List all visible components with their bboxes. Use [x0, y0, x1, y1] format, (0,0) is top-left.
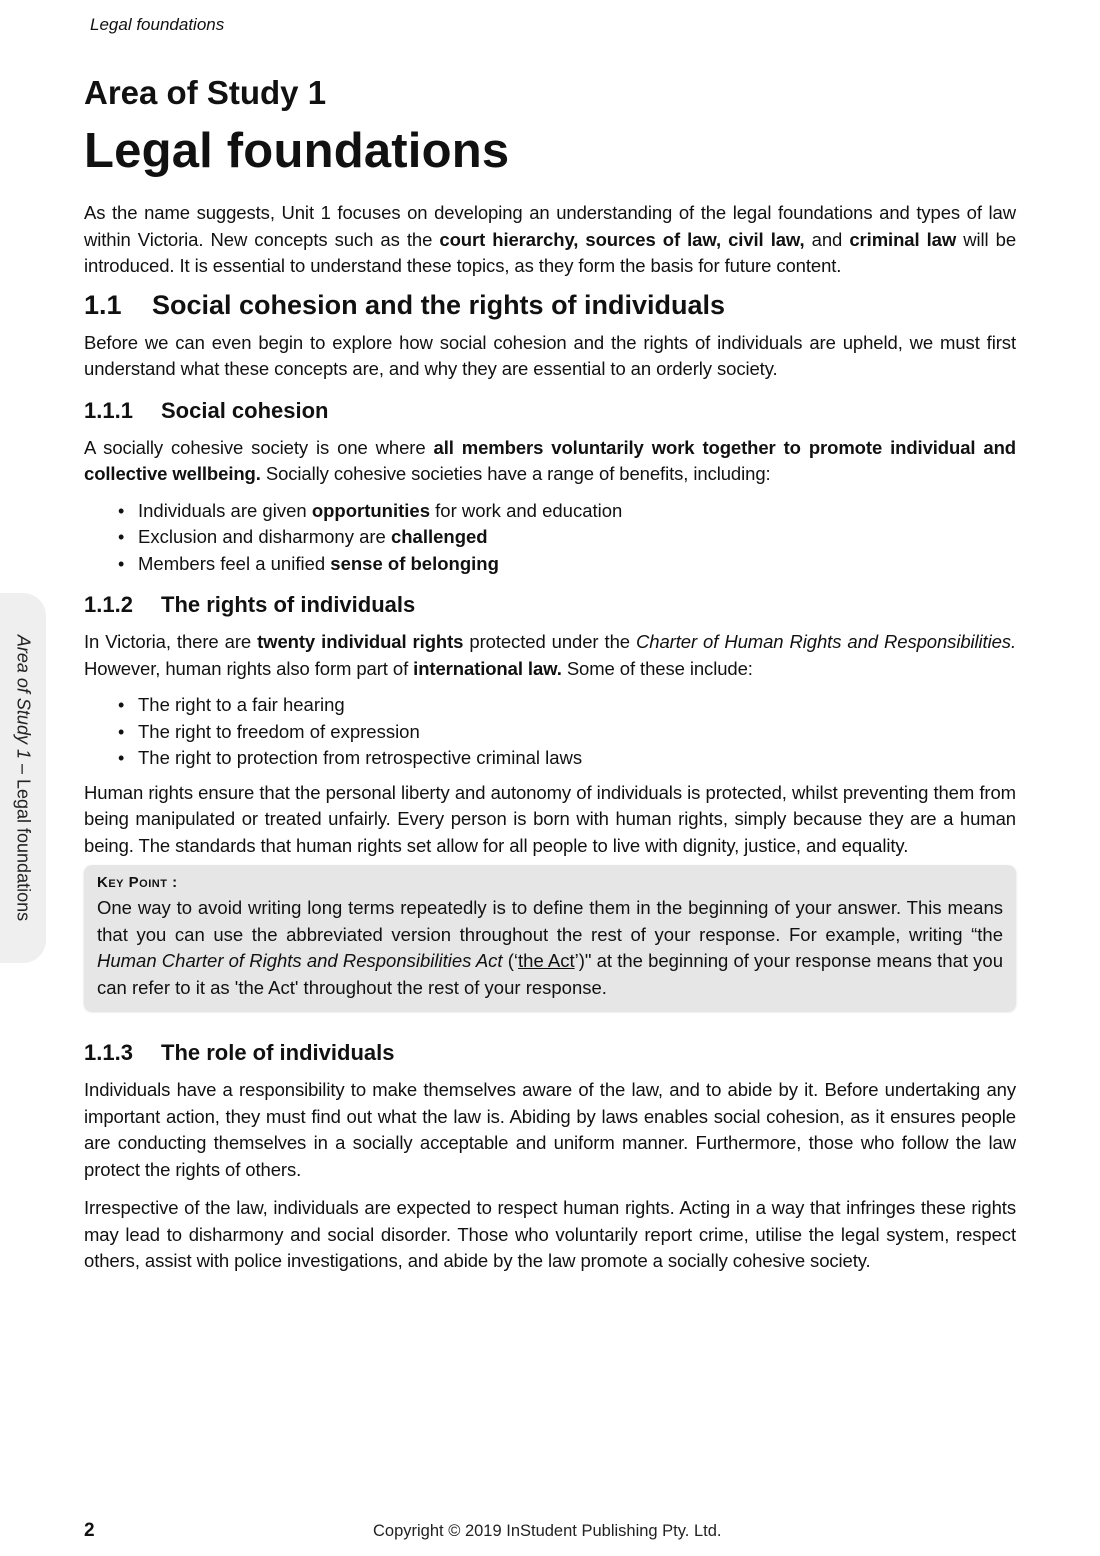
- page-number: 2: [84, 1520, 95, 1541]
- section-heading-1-1-2: 1.1.2 The rights of individuals: [84, 592, 416, 617]
- list-item: • The right to protection from retrospective criminal laws: [112, 745, 1016, 772]
- benefits-list: [112, 498, 1016, 578]
- section-heading-1-1-1: 1.1.1 Social cohesion: [84, 397, 329, 423]
- copyright-notice: Copyright © 2019 InStudent Publishing Pty. Ltd.: [373, 1522, 722, 1540]
- section-1-1-3-paragraph-2: Irrespective of the law, individuals are expected to respect human rights. Acting in a way that infringes these rights may lead to disharmony and social disorder. Those who voluntarily report crime, utilise the legal system, respect others, assist with police investigations, and abide by the law promote a socially cohesive society.: [84, 1197, 1016, 1271]
- list-item: • The right to a fair hearing: [112, 692, 1016, 719]
- section-heading-1-1-3: 1.1.3 The role of individuals: [84, 1040, 395, 1065]
- side-tab: [0, 593, 46, 963]
- list-item: • The right to freedom of expression: [112, 719, 1016, 746]
- section-1-1-3-paragraph-1: Individuals have a responsibility to make themselves aware of the law, and to abide by it. Before undertaking any important action, they must find out what the law is. Abiding by laws enables social cohesion, as it ensures people are conducting themselves in a socially acceptable and uniform manner. Furthermore, those who follow the law protect the rights of others.: [84, 1079, 1016, 1180]
- intro-paragraph: As the name suggests, Unit 1 focuses on developing an understanding of the legal foundations and types of law within Victoria. New concepts such as the court hierarchy, sources of law, civil law, and criminal law will be introduced. It is essential to understand these topics, as they form the basis for future content.: [84, 202, 1017, 276]
- section-heading-1-1: 1.1 Social cohesion and the rights of individuals: [84, 289, 726, 320]
- list-item: • Members feel a unified sense of belonging: [112, 551, 1016, 578]
- key-point-label: Key Point :: [97, 874, 178, 891]
- section-1-1-2-paragraph: In Victoria, there are twenty individual rights protected under the Charter of Human Rights and Responsibilities. However, human rights also form part of international law. Some of these include:: [84, 631, 1016, 679]
- area-of-study-title: Area of Study 1: [84, 74, 327, 111]
- list-item: • Individuals are given opportunities for work and education: [112, 498, 1016, 525]
- side-tab-label: Area of Study 1 – Legal foundations: [13, 634, 34, 922]
- section-1-1-paragraph: Before we can even begin to explore how social cohesion and the rights of individuals are upheld, we must first understand what these concepts are, and why they are essential to an orderly society.: [84, 331, 1016, 379]
- running-header: Legal foundations: [90, 15, 225, 34]
- key-point-text: One way to avoid writing long terms repeatedly is to define them in the beginning of your answer. This means that you can use the abbreviated version throughout the rest of your response. For example, writing “the Human Charter of Rights and Responsibilities Act (‘the Act’)" at the beginning of your response means that you can refer to it as 'the Act' throughout the rest of your response.: [97, 897, 1003, 998]
- page-title: Legal foundations: [84, 124, 510, 178]
- list-item: • Exclusion and disharmony are challenged: [112, 524, 1016, 551]
- section-1-1-1-paragraph: A socially cohesive society is one where all members voluntarily work together to promote individual and collective wellbeing. Socially cohesive societies have a range of benefits, including:: [84, 436, 1016, 484]
- human-rights-paragraph: Human rights ensure that the personal liberty and autonomy of individuals is protected, whilst preventing them from being manipulated or treated unfairly. Every person is born with human rights, simply because they are a human being. The standards that human rights set allow for all people to live with dignity, justice, and equality.: [84, 781, 1016, 856]
- page-content: [84, 72, 1016, 1275]
- key-point-box: [84, 865, 1016, 1011]
- rights-list: [112, 692, 1016, 772]
